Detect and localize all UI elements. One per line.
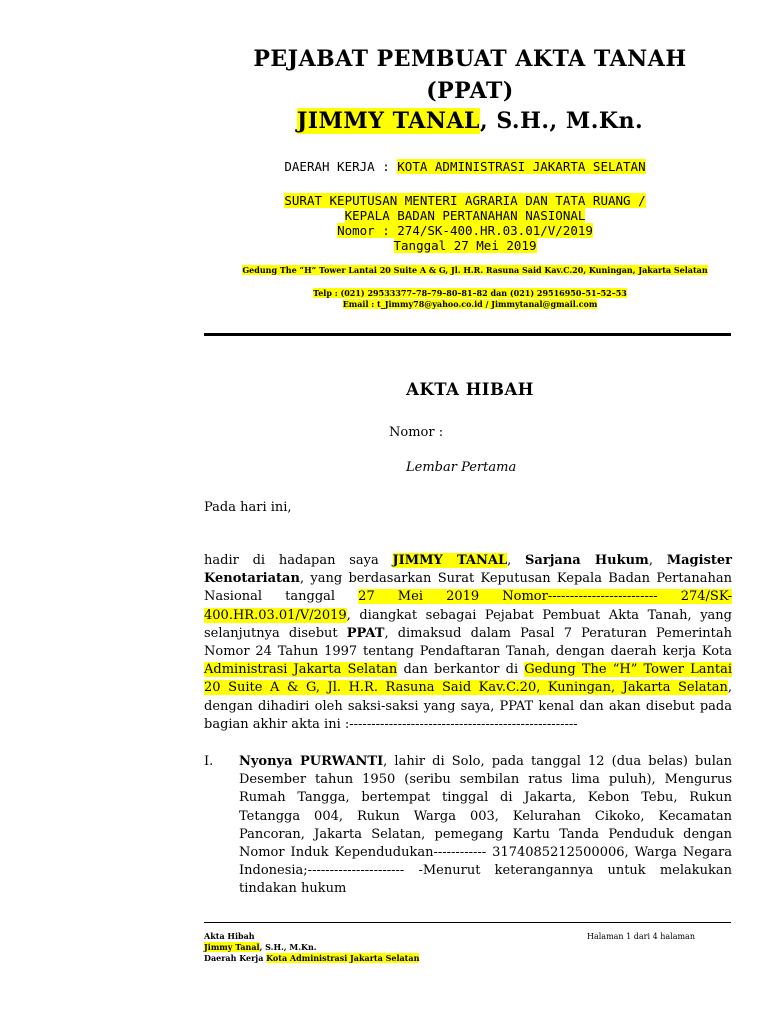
address-text: Gedung The “H” Tower Lantai 20 Suite A & G, Jl. H.R. Rasuna Said Kav.C.20, Kuningan, Jakarta Selatan [242, 265, 708, 275]
party-name: Nyonya PURWANTI [239, 754, 384, 769]
contact-block [0, 288, 768, 310]
office-address [215, 265, 735, 276]
para-text: , dimaksud dalam Pasal 7 Peraturan Pemerintah Nomor 24 Tahun 1997 tentang Pendaftaran Tanah, dengan daerah kerja Kota [204, 625, 732, 660]
opening-line: Pada hari ini, [204, 500, 292, 515]
para-text: , yang berdasarkan Surat Keputusan Kepala Badan Pertanahan Nasional tanggal [204, 571, 732, 605]
header-title: PEJABAT PEMBUAT AKTA TANAH [253, 46, 687, 72]
opening-paragraph [204, 552, 732, 734]
header-subtitle: (PPAT) [426, 78, 514, 104]
header-divider [204, 333, 731, 336]
telp-text: Telp : (021) 29533377–78–79–80–81–82 dan (021) 29516950–51–52–53 [313, 288, 627, 298]
para-text: , [507, 553, 526, 568]
party-item-1 [204, 753, 732, 899]
sk-line-2: KEPALA BADAN PERTANAHAN NASIONAL [344, 208, 586, 223]
footer-doc-title: Akta Hibah [204, 931, 255, 941]
para-text: , [648, 553, 667, 568]
daerah-label: DAERAH KERJA : [284, 159, 398, 174]
para-text: , dengan dihadiri oleh saksi-saksi yang saya, PPAT kenal dan akan disebut pada bagian akhir akta ini :---------------------------------------------------- [204, 680, 732, 732]
sk-line-3: Nomor : 274/SK-400.HR.03.01/V/2019 [337, 223, 593, 238]
email-text: Email : t_Jimmy78@yahoo.co.id / Jimmytanal@gmail.com [342, 299, 598, 309]
footer-area-value: Kota Administrasi Jakarta Selatan [266, 953, 420, 963]
header-name: JIMMY TANAL [296, 108, 480, 134]
daerah-kerja [0, 159, 768, 174]
para-ppat-name: JIMMY TANAL [392, 553, 508, 568]
para-text: dan berkantor di [397, 662, 525, 678]
sk-line-1: SURAT KEPUTUSAN MENTERI AGRARIA DAN TATA RUANG / [284, 193, 646, 208]
para-text: hadir di hadapan saya [204, 553, 393, 568]
footer-area-label: Daerah Kerja [204, 953, 267, 963]
footer-left [204, 931, 419, 964]
sk-block [0, 193, 768, 253]
item-number: I. [204, 754, 214, 769]
para-area: Administrasi Jakarta Selatan [204, 662, 398, 678]
nomor-label: Nomor : [389, 425, 444, 440]
sk-line-4: Tanggal 27 Mei 2019 [393, 238, 537, 253]
footer-divider [204, 922, 731, 923]
para-sk-number: 27 Mei 2019 Nomor------------------------- 274/SK-400.HR.03.01/V/2019 [204, 589, 732, 623]
para-text: , diangkat sebagai Pejabat Pembuat Akta Tanah, yang selanjutnya disebut [204, 607, 732, 641]
para-degree-1: Sarjana Hukum [525, 553, 649, 568]
lembar-label: Lembar Pertama [406, 460, 517, 475]
page-number: Halaman 1 dari 4 halaman [587, 932, 695, 941]
para-degree-2: Magister Kenotariatan [204, 553, 733, 587]
para-ppat-abbr: PPAT [346, 625, 385, 641]
document-title: AKTA HIBAH [406, 380, 534, 399]
footer-degrees: , S.H., M.Kn. [259, 942, 317, 952]
party-details: , lahir di Solo, pada tanggal 12 (dua belas) bulan Desember tahun 1950 (seribu sembilan ratus lima puluh), Mengurus Rumah Tangga, bertempat tinggal di Jakarta, Kebon Tebu, Rukun Tetangga 004, Rukun Warga 003, Kelurahan Cikoko, Kecamatan Pancoran, Jakarta Selatan, pemegang Kartu Tanda Penduduk dengan Nomor Induk Kependudukan------------ 3174085212500006, Warga Negara Indonesia;---------------------- -Menurut keterangannya untuk melakukan tindakan hukum [239, 754, 732, 897]
para-address: Gedung The “H” Tower Lantai 20 Suite A & G, Jl. H.R. Rasuna Said Kav.C.20, Kuningan, Jakarta Selatan [204, 662, 733, 696]
header-name-line [0, 108, 768, 134]
daerah-value: KOTA ADMINISTRASI JAKARTA SELATAN [397, 159, 646, 174]
header-degrees: , S.H., M.Kn. [480, 108, 644, 134]
footer-ppat-name: Jimmy Tanal [204, 942, 260, 952]
